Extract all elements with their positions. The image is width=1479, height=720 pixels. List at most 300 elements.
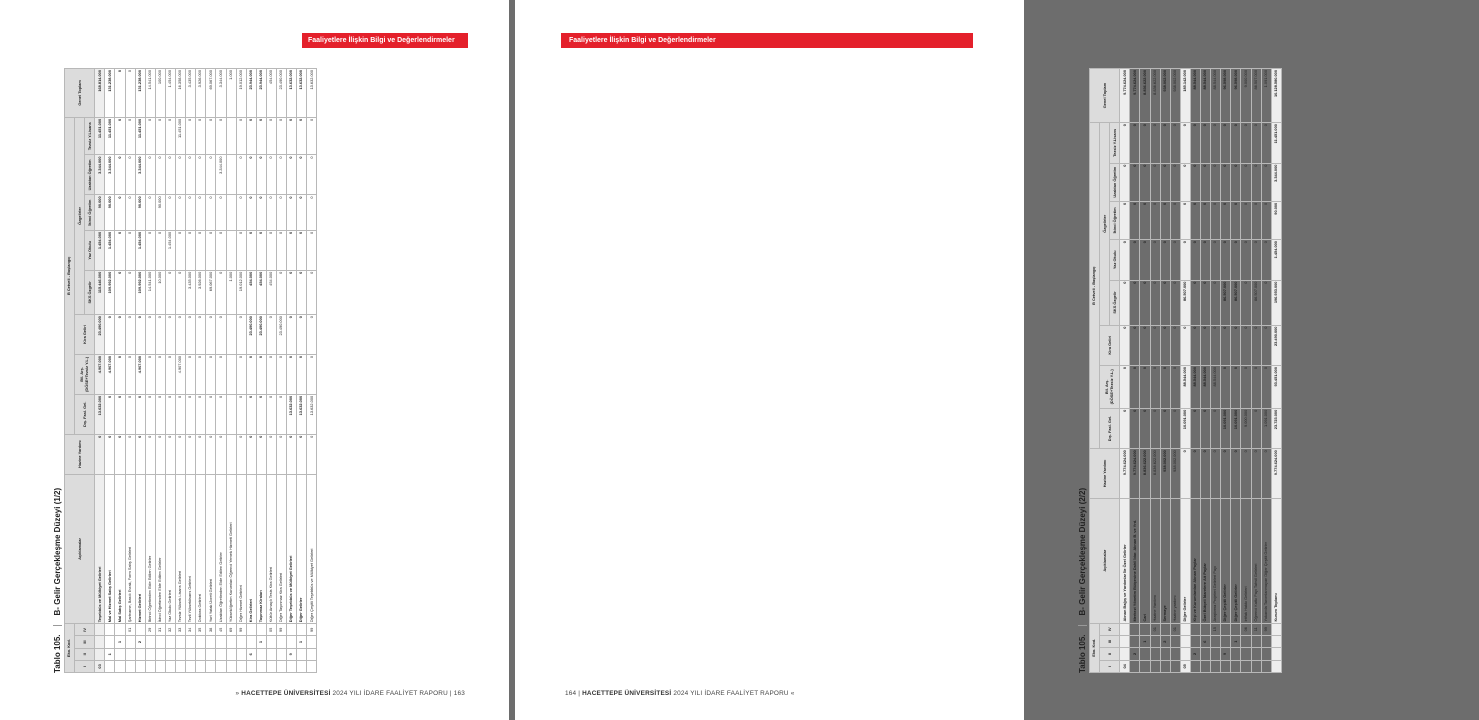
header-uzaktan: Uzaktan Öğretim (1110, 163, 1120, 201)
header-aciklamalar: Açıklamalar (65, 474, 95, 624)
value-cell: 0 (206, 230, 216, 270)
value-cell: 96.598.000 (1221, 69, 1231, 123)
header-dig-fasl: Dış. Fasl. Gel. (75, 394, 95, 434)
value-cell: 0 (287, 315, 297, 355)
eko-code (1251, 660, 1261, 672)
eko-code (1201, 660, 1211, 672)
table-row (1190, 69, 1200, 673)
value-cell: 454.000 (246, 270, 256, 314)
eko-code (165, 636, 175, 648)
value-cell: 0 (1170, 123, 1180, 163)
row-description: Kişi ve Kurumlardan Alınan Paylar (1190, 498, 1200, 623)
value-cell: 0 (1160, 366, 1170, 409)
eko-code (196, 660, 206, 672)
value-cell: 0 (176, 230, 186, 270)
eko-code: 1 (256, 636, 266, 648)
value-cell: 0 (1211, 408, 1221, 448)
value-cell: 1.454.000 (95, 230, 105, 270)
value-cell: 0 (155, 354, 165, 394)
value-cell: 0 (1140, 408, 1150, 448)
value-cell: 88.544.000 (1201, 69, 1211, 123)
value-cell: 0 (307, 117, 317, 155)
rotated-table-block (1075, 68, 1479, 673)
row-description: Şartname, Basılı Evrak, Form Satış Gelirleri (125, 474, 135, 624)
value-cell: 0 (1180, 123, 1190, 163)
row-description: Yurt Yatak Ücreti Gelirleri (206, 474, 216, 624)
eko-code (287, 660, 297, 672)
value-cell: 88.544.000 (1211, 69, 1221, 123)
value-cell: 0 (176, 315, 186, 355)
value-cell: 0 (176, 434, 186, 474)
table-row (1140, 69, 1150, 673)
value-cell: 16.358.000 (176, 69, 186, 118)
value-cell: 0 (216, 434, 226, 474)
value-cell: 8.836.622.000 (1150, 449, 1160, 498)
eko-code (1130, 635, 1140, 647)
header-genel: Genel Toplam (65, 69, 95, 118)
value-cell: 0 (246, 117, 256, 155)
value-cell: 0 (125, 394, 135, 434)
value-cell: 0 (145, 434, 155, 474)
value-cell: 0 (135, 315, 145, 355)
value-cell: 0 (115, 195, 125, 230)
eko-code (1150, 648, 1160, 660)
value-cell: 0 (125, 69, 135, 118)
header-level-II: II (1100, 648, 1120, 660)
value-cell: 0 (256, 195, 266, 230)
table-row (276, 69, 286, 673)
value-cell: 11.451.000 (95, 117, 105, 155)
eko-code: 99 (236, 624, 246, 636)
row-description: Taşınmaz Kiraları (256, 474, 266, 624)
value-cell: 0 (1241, 325, 1251, 365)
value-cell: 0 (1221, 449, 1231, 498)
value-cell: 0 (1190, 408, 1200, 448)
value-cell: 0 (206, 354, 216, 394)
value-cell: 0 (287, 155, 297, 195)
eko-code (105, 636, 115, 648)
value-cell: 0 (206, 155, 216, 195)
eko-code (165, 648, 175, 660)
value-cell: 0 (266, 315, 276, 355)
eko-code (105, 660, 115, 672)
value-cell: 0 (1170, 325, 1180, 365)
value-cell: 13.632.000 (287, 69, 297, 118)
value-cell: 0 (206, 117, 216, 155)
eko-code: 69 (226, 624, 236, 636)
row-description: Uzaktan Öğretimden Elde Edilen Gelirler (216, 474, 226, 624)
eko-code (276, 660, 286, 672)
value-cell: 0 (246, 354, 256, 394)
value-cell: 9.774.624.000 (1130, 69, 1140, 123)
value-cell: 0 (1180, 325, 1190, 365)
value-cell: 0 (155, 315, 165, 355)
value-cell: 0 (1150, 366, 1160, 409)
header-tezsiz: Tezsiz Y.Lisans (1110, 123, 1120, 163)
eko-code (236, 648, 246, 660)
table-row (1231, 69, 1241, 673)
value-cell: 0 (307, 354, 317, 394)
value-cell: 0 (1261, 240, 1271, 280)
eko-code: 34 (186, 624, 196, 636)
value-cell: 0 (307, 155, 317, 195)
value-cell: 3.926.000 (196, 270, 206, 314)
value-cell (226, 434, 236, 474)
value-cell: 13.632.000 (297, 394, 307, 434)
value-cell: 0 (1251, 201, 1261, 239)
eko-code (236, 636, 246, 648)
value-cell: 0 (1261, 163, 1271, 201)
value-cell: 0 (216, 117, 226, 155)
eko-code (95, 624, 105, 636)
value-cell: 938.002.000 (1160, 449, 1170, 498)
value-cell: 0 (196, 117, 206, 155)
value-cell: 0 (297, 315, 307, 355)
value-cell: 0 (206, 315, 216, 355)
row-description: Mal Satış Gelirleri (115, 474, 125, 624)
value-cell: 0 (1201, 201, 1211, 239)
eko-code (1251, 648, 1261, 660)
row-description: Yukarıda Tanımlanmayan Diğer Çeşitli Gelirler (1261, 498, 1271, 623)
row-description: İkinci Öğretimden Elde Edilen Gelirler (155, 474, 165, 624)
value-cell: 0 (1201, 408, 1211, 448)
value-cell: 0 (1130, 366, 1140, 409)
value-cell: 88.544.000 (1211, 366, 1221, 409)
value-cell: 0 (135, 394, 145, 434)
value-cell: 0 (145, 315, 155, 355)
value-cell: 0 (216, 270, 226, 314)
eko-code (125, 660, 135, 672)
value-cell: 0 (1140, 163, 1150, 201)
row-description: Birinci Öğretimden Elde Edilen Gelirler (145, 474, 155, 624)
value-cell: 3.344.000 (216, 69, 226, 118)
table-row (176, 69, 186, 673)
value-cell: 0 (1190, 201, 1200, 239)
eko-code (297, 624, 307, 636)
value-cell: 0 (125, 117, 135, 155)
value-cell: 4.907.000 (176, 354, 186, 394)
value-cell: 86.507.000 (1251, 280, 1261, 325)
value-cell: 13.632.000 (287, 394, 297, 434)
eko-code (1271, 660, 1281, 672)
eko-code (1120, 623, 1130, 635)
eko-code (246, 660, 256, 672)
eko-code: 99 (276, 624, 286, 636)
value-cell: 0 (1130, 408, 1140, 448)
table-row (95, 69, 105, 673)
value-cell: 0 (236, 434, 246, 474)
eko-code (145, 648, 155, 660)
header-b-cetveli: B Cetveli - Başlangıç (65, 117, 75, 434)
left-page (0, 0, 509, 720)
value-cell: 0 (1180, 201, 1190, 239)
row-description: Sermaye (1160, 498, 1170, 623)
value-cell: 0 (165, 354, 175, 394)
eko-code (216, 636, 226, 648)
value-cell: 0 (297, 230, 307, 270)
value-cell: 0 (1190, 449, 1200, 498)
eko-code (216, 648, 226, 660)
value-cell: 0 (1130, 163, 1140, 201)
value-cell (226, 195, 236, 230)
row-description: Diğer Çeşitli Teşebbüs ve Mülkiyet Gelirleri (307, 474, 317, 624)
value-cell: 0 (1140, 240, 1150, 280)
value-cell: 0 (1211, 449, 1221, 498)
value-cell: 0 (1150, 201, 1160, 239)
value-cell: 13.632.000 (307, 394, 317, 434)
eko-code (186, 660, 196, 672)
value-cell: 4.907.000 (105, 354, 115, 394)
value-cell: 0 (1241, 280, 1251, 325)
value-cell: 86.507.000 (1221, 280, 1231, 325)
eko-code: 32 (165, 624, 175, 636)
value-cell: 10.091.000 (1231, 408, 1241, 448)
eko-code (176, 636, 186, 648)
table-row (287, 69, 297, 673)
value-cell: 0 (1241, 366, 1251, 409)
table-number: Tablo 105. (53, 625, 62, 673)
value-cell: 0 (186, 394, 196, 434)
value-cell: 0 (1201, 240, 1211, 280)
value-cell: 0 (186, 195, 196, 230)
value-cell: 0 (266, 195, 276, 230)
value-cell: 0 (1251, 325, 1261, 365)
eko-code (1211, 648, 1221, 660)
table-header (1090, 69, 1120, 673)
value-cell: 0 (276, 270, 286, 314)
value-cell: 88.544.000 (1201, 366, 1211, 409)
value-cell: 938.002.000 (1170, 449, 1180, 498)
value-cell: 0 (1120, 123, 1130, 163)
value-cell (226, 354, 236, 394)
value-cell: 0 (1241, 201, 1251, 239)
value-cell: 0 (125, 270, 135, 314)
value-cell: 0 (1120, 408, 1130, 448)
eko-code (1211, 660, 1221, 672)
row-description: Diğer Teşebbüs ve Mülkiyet Gelirleri (287, 474, 297, 624)
value-cell: 196.953.000 (1271, 280, 1281, 325)
value-cell: 0 (125, 354, 135, 394)
value-cell: 23.490.000 (246, 315, 256, 355)
header-tezsiz: Tezsiz Y.Lisans (85, 117, 95, 155)
value-cell (226, 230, 236, 270)
row-description: Alınan Bağış ve Yardımlar İle Özel Gelirler (1120, 498, 1130, 623)
table-title: B- Gelir Gerçekleşme Düzeyi (2/2) (1077, 487, 1087, 616)
value-cell: 0 (1241, 163, 1251, 201)
value-cell: 0 (246, 195, 256, 230)
table-row (226, 69, 236, 673)
eko-code (216, 660, 226, 672)
header-kira: Kira Geliri (1100, 325, 1120, 365)
row-description: Kültür Amaçlı Tesis Kira Gelirleri (266, 474, 276, 624)
value-cell: 0 (1241, 240, 1251, 280)
value-cell: 0 (115, 354, 125, 394)
value-cell: 0 (276, 155, 286, 195)
value-cell: 0 (276, 195, 286, 230)
eko-code (246, 624, 256, 636)
eko-code (1140, 648, 1150, 660)
value-cell: 0 (1231, 123, 1241, 163)
value-cell: 0 (246, 434, 256, 474)
table-row (1201, 69, 1211, 673)
value-cell: 0 (1120, 366, 1130, 409)
value-cell: 0 (216, 315, 226, 355)
right-page (515, 0, 1278, 720)
eko-code (1201, 623, 1211, 635)
value-cell: 0 (1251, 163, 1261, 201)
table-row (1261, 69, 1271, 673)
value-cell: 454.000 (266, 69, 276, 118)
row-description: Diğer Gelirler (1180, 498, 1190, 623)
eko-code (266, 660, 276, 672)
eko-code (95, 636, 105, 648)
revenue-table (1089, 68, 1282, 673)
eko-code (1140, 660, 1150, 672)
value-cell: 0 (1140, 366, 1150, 409)
eko-code: 33 (176, 624, 186, 636)
value-cell: 0 (1201, 123, 1211, 163)
eko-code: 29 (145, 624, 155, 636)
value-cell: 0 (1190, 123, 1200, 163)
eko-code: 9 (1221, 648, 1231, 660)
value-cell: 0 (115, 117, 125, 155)
eko-code (256, 648, 266, 660)
eko-code (226, 648, 236, 660)
table-row (216, 69, 226, 673)
value-cell: 9.000.000 (1241, 69, 1251, 123)
value-cell: 0 (1211, 123, 1221, 163)
eko-code (1120, 648, 1130, 660)
value-cell: 0 (1231, 325, 1241, 365)
value-cell: 0 (155, 155, 165, 195)
value-cell: 0 (125, 155, 135, 195)
eko-code (1231, 623, 1241, 635)
value-cell: 454.000 (266, 270, 276, 314)
value-cell: 0 (1180, 163, 1190, 201)
row-description: Hizmet Gelirleri (135, 474, 145, 624)
row-description: Öğrenci Katkı Payı Tahsil Gelirleri (1251, 498, 1261, 623)
value-cell: 0 (145, 117, 155, 155)
value-cell: 0 (176, 394, 186, 434)
eko-code (1190, 635, 1200, 647)
eko-code (256, 660, 266, 672)
value-cell: 0 (1140, 280, 1150, 325)
value-cell: 9.774.624.000 (1271, 449, 1281, 498)
section-banner: Faaliyetlere İlişkin Bilgi ve Değerlendirmeler (561, 33, 973, 48)
value-cell: 0 (1170, 201, 1180, 239)
value-cell: 0 (1261, 366, 1271, 409)
value-cell: 115.446.000 (95, 270, 105, 314)
eko-code (1261, 635, 1271, 647)
table-row (186, 69, 196, 673)
eko-code: 15 (1211, 623, 1221, 635)
value-cell: 0 (236, 195, 246, 230)
table-row (1211, 69, 1221, 673)
row-description: Teşebbüs ve Mülkiyet Gelirleri (95, 474, 105, 624)
value-cell: 0 (1150, 408, 1160, 448)
table-row (307, 69, 317, 673)
value-cell: 0 (1221, 201, 1231, 239)
eko-code (1241, 660, 1251, 672)
row-description: Diğer Taşınmaz Kira Gelirleri (276, 474, 286, 624)
value-cell: 0 (236, 354, 246, 394)
eko-code: 01 (1170, 623, 1180, 635)
value-cell: 86.507.000 (1180, 280, 1190, 325)
table-row (165, 69, 175, 673)
value-cell: 0 (145, 195, 155, 230)
value-cell: 0 (1201, 325, 1211, 365)
value-cell: 0 (196, 354, 206, 394)
value-cell: 0 (1211, 325, 1221, 365)
header-b-cetveli: B Cetveli - Başlangıç (1090, 123, 1100, 449)
value-cell: 0 (307, 270, 317, 314)
value-cell: 0 (1201, 449, 1211, 498)
header-level-IV: IV (1100, 623, 1120, 635)
value-cell: 23.490.000 (276, 69, 286, 118)
page-footer: » HACETTEPE ÜNİVERSİTESİ 2024 YILI İDARE FAALİYET RAPORU | 163 (235, 690, 465, 697)
value-cell: 0 (1211, 240, 1221, 280)
table-row (125, 69, 135, 673)
eko-code: 01 (1150, 623, 1160, 635)
table-row (1180, 69, 1190, 673)
header-level-II: II (75, 648, 95, 660)
row-description: Diğer Gelirler (297, 474, 307, 624)
value-cell: 0 (1211, 280, 1221, 325)
value-cell (226, 394, 236, 434)
value-cell: 0 (256, 434, 266, 474)
header-row (1090, 69, 1100, 673)
value-cell: 185.142.000 (1180, 69, 1190, 123)
eko-code: 6 (1201, 635, 1211, 647)
eko-code: 2 (135, 636, 145, 648)
value-cell: 8.836.622.000 (1140, 449, 1150, 498)
row-description: Özel Bütçeli İdarelere Ait Paylar (1201, 498, 1211, 623)
value-cell: 0 (155, 394, 165, 434)
value-cell: 0 (206, 434, 216, 474)
table-row (297, 69, 307, 673)
value-cell: 0 (145, 230, 155, 270)
value-cell: 3.926.000 (196, 69, 206, 118)
header-genel: Genel Toplam (1090, 69, 1120, 123)
value-cell: 86.507.000 (1251, 69, 1261, 123)
value-cell: 0 (1221, 366, 1231, 409)
value-cell: 0 (266, 394, 276, 434)
table-row (256, 69, 266, 673)
value-cell: 8.836.622.000 (1150, 69, 1160, 123)
eko-code (1231, 660, 1241, 672)
value-cell: 0 (196, 434, 206, 474)
eko-code (206, 648, 216, 660)
rotated-table-block (50, 68, 454, 673)
value-cell: 0 (1261, 325, 1271, 365)
value-cell: 0 (297, 434, 307, 474)
value-cell: 0 (155, 117, 165, 155)
eko-code (186, 648, 196, 660)
eko-code (1180, 623, 1190, 635)
eko-code (115, 648, 125, 660)
value-cell: 0 (1140, 123, 1150, 163)
value-cell: 13.632.000 (297, 69, 307, 118)
row-description: Araştırma Projeleri Gelirleri Payı (1211, 498, 1221, 623)
eko-code (176, 648, 186, 660)
value-cell: 0 (276, 354, 286, 394)
value-cell: 0 (236, 230, 246, 270)
value-cell: 0 (1170, 163, 1180, 201)
value-cell: 0 (297, 270, 307, 314)
value-cell: 0 (125, 434, 135, 474)
table-header (65, 69, 95, 673)
header-dig-fasl: Dış. Fasl. Gel. (1100, 408, 1120, 448)
